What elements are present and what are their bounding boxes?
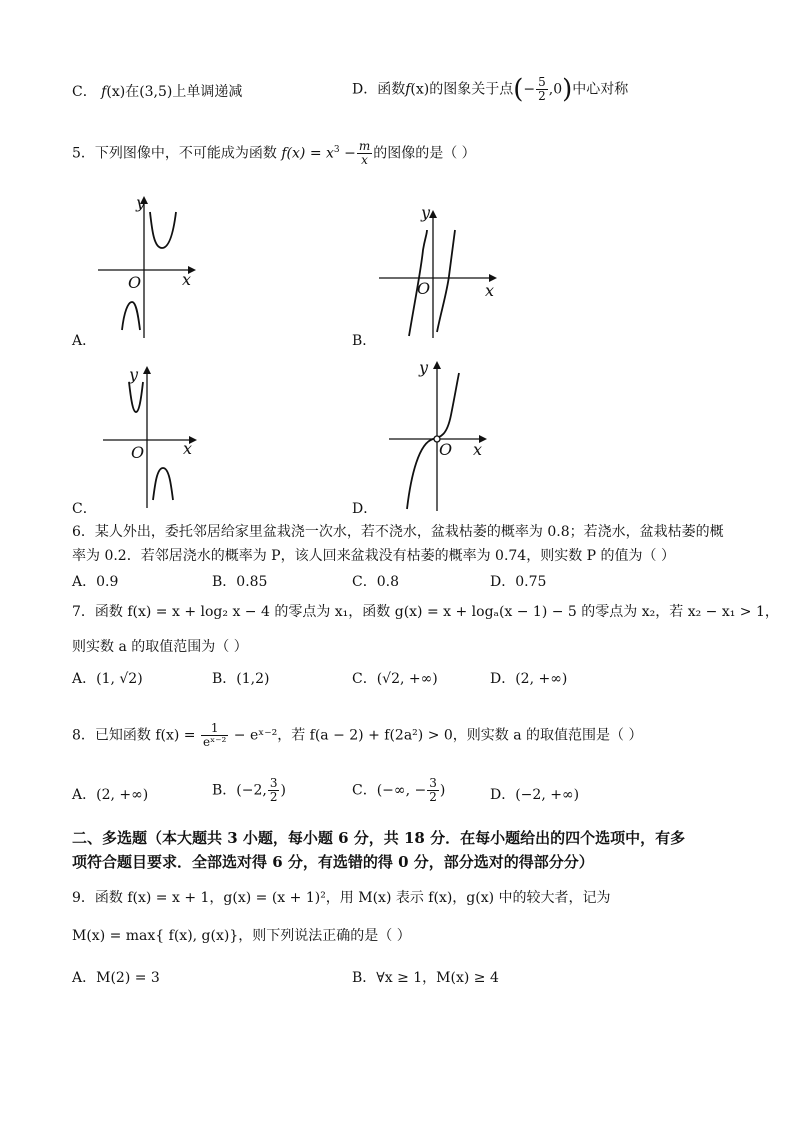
q8-option-a: A．(2, +∞) <box>72 787 149 803</box>
q5-stem: 5．下列图像中，不可能成为函数 $f(x) = x^3$ − $\frac{m}{x}$ 的图像的是（ ） <box>72 139 476 168</box>
q8-option-b: B．(−2, $\frac{3}{2}$ ) <box>212 776 286 804</box>
svg-text:y: y <box>419 358 429 377</box>
q6-option-a: A．0.9 <box>72 574 119 590</box>
svg-text:y: y <box>136 193 146 212</box>
q6-line1: 6．某人外出，委托邻居给家里盆栽浇一次水，若不浇水，盆栽枯萎的概率为 0.8；若浇水，盆栽枯萎的概 <box>72 524 724 540</box>
q6-option-c: C．0.8 <box>352 574 399 590</box>
q8-option-c: C．(−∞, − $\frac{3}{2}$ ) <box>352 776 446 804</box>
q8-stem: 8．已知函数 f(x) = $\frac{1}{\text{eˣ⁻²}}$ − eˣ⁻²，若 f(a − 2) + f(2a²) > 0，则实数 a 的取值范围是（ ） <box>72 721 643 749</box>
q7-option-a: A．(1, √2) <box>72 671 143 687</box>
section2-line1: 二、多选题（本大题共 3 小题，每小题 6 分，共 18 分．在每小题给出的四个选项中，有多 <box>72 829 686 847</box>
graph-c-label: C． <box>72 501 97 517</box>
graph-a <box>90 190 200 340</box>
q9-option-a: A．M(2) = 3 <box>72 970 160 986</box>
svg-text:x: x <box>485 281 495 300</box>
q6-line2: 率为 0.2．若邻居浇水的概率为 P，该人回来盆栽没有枯萎的概率为 0.74，则实数 P 的值为（ ） <box>72 548 675 564</box>
q9-line1: 9．函数 f(x) = x + 1，g(x) = (x + 1)²，用 M(x) 表示 f(x)，g(x) 中的较大者，记为 <box>72 890 611 906</box>
svg-text:O: O <box>439 440 453 459</box>
q7-option-b: B．(1,2) <box>212 671 270 687</box>
q9-option-b: B．∀x ≥ 1，M(x) ≥ 4 <box>352 970 499 986</box>
graph-c <box>95 360 205 510</box>
q7-line2: 则实数 a 的取值范围为（ ） <box>72 639 248 655</box>
svg-text:O: O <box>131 443 145 462</box>
graph-d-label: D． <box>352 501 378 517</box>
svg-text:y: y <box>421 203 431 222</box>
graph-b-label: B． <box>352 333 377 349</box>
svg-text:x: x <box>182 270 192 289</box>
svg-text:O: O <box>417 279 431 298</box>
q7-line1: 7．函数 f(x) = x + log₂ x − 4 的零点为 x₁，函数 g(x) = x + logₐ(x − 1) − 5 的零点为 x₂，若 x₂ − x₁ > 1， <box>72 604 779 620</box>
q4-option-d: D．函数f(x)的图象关于点(− $\frac{5}{2}$ ,0)中心对称 <box>352 74 629 105</box>
svg-text:x: x <box>183 439 193 458</box>
q4-option-c: C． f(x)在(3,5)上单调递减 <box>72 84 243 100</box>
q8-option-d: D．(−2, +∞) <box>490 787 580 803</box>
graph-a-label: A． <box>72 333 97 349</box>
q6-option-d: D．0.75 <box>490 574 547 590</box>
graph-b <box>375 200 505 340</box>
section2-line2: 项符合题目要求．全部选对得 6 分，有选错的得 0 分，部分选对的得部分分） <box>72 853 594 871</box>
q6-option-b: B．0.85 <box>212 574 268 590</box>
svg-text:y: y <box>129 365 139 384</box>
svg-text:O: O <box>128 273 142 292</box>
q9-line2: M(x) = max{ f(x), g(x)}，则下列说法正确的是（ ） <box>72 928 411 944</box>
graph-d <box>385 355 495 515</box>
q7-option-c: C．(√2, +∞) <box>352 671 438 687</box>
svg-text:x: x <box>473 440 483 459</box>
q7-option-d: D．(2, +∞) <box>490 671 568 687</box>
